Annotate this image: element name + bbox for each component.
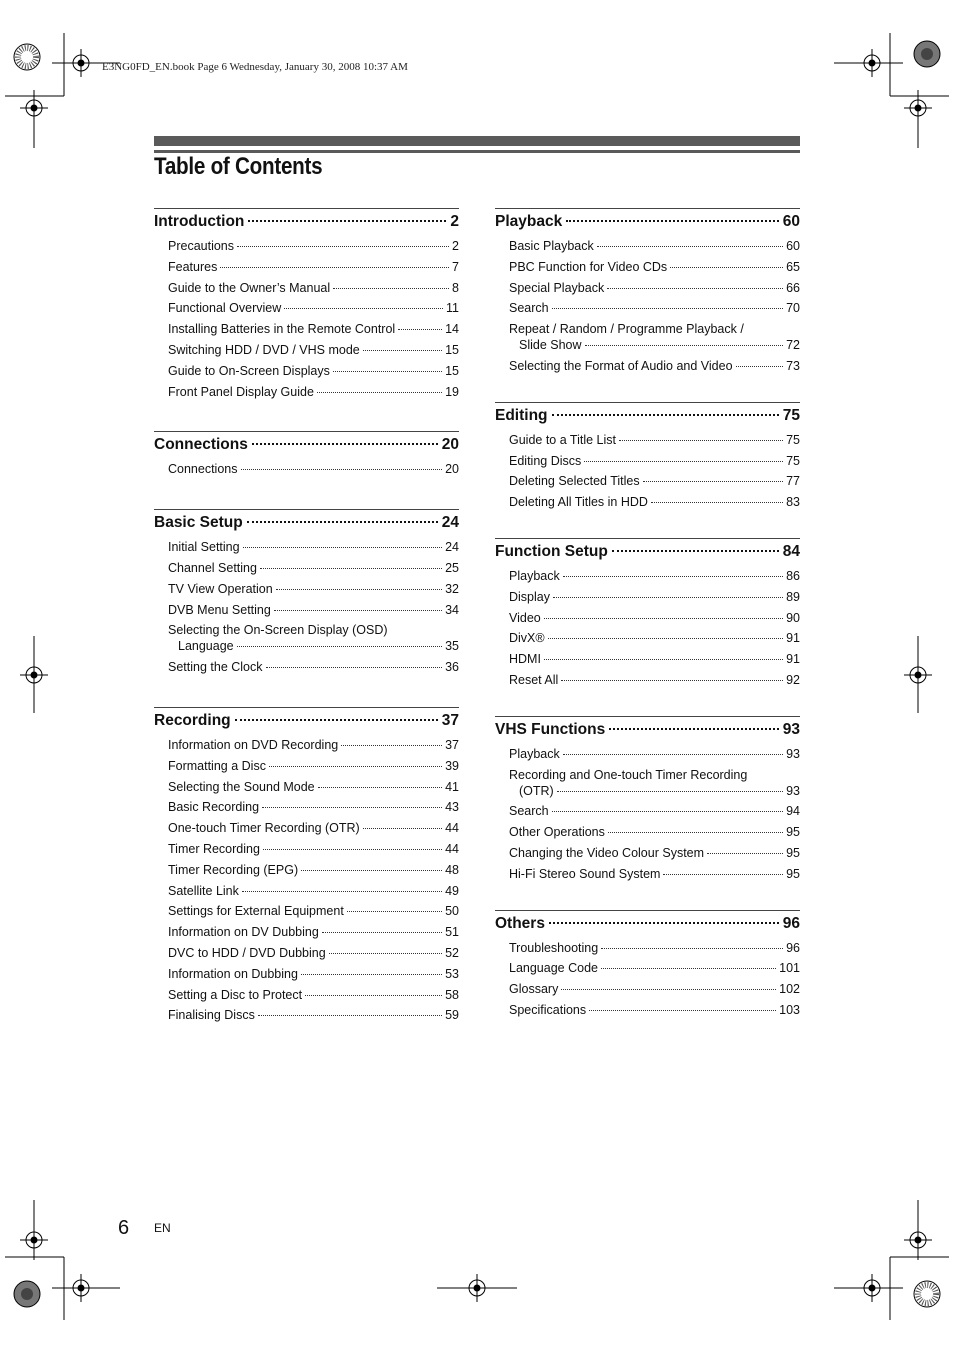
- section-title: Introduction: [154, 213, 245, 230]
- toc-entry[interactable]: [168, 1008, 459, 1029]
- entry-page: 93: [786, 783, 800, 798]
- toc-entry[interactable]: [509, 495, 800, 516]
- entry-page: 89: [786, 589, 800, 604]
- dot-leader: [619, 440, 783, 441]
- dot-leader: [548, 638, 783, 639]
- toc-section: [495, 910, 800, 1024]
- dot-leader: [601, 948, 783, 949]
- toc-entry[interactable]: [168, 884, 459, 905]
- section-page: 24: [441, 514, 459, 532]
- toc-entry[interactable]: [509, 941, 800, 962]
- entry-page: 20: [445, 462, 459, 477]
- entry-title: (OTR): [519, 783, 554, 798]
- entry-page: 95: [786, 866, 800, 881]
- entry-title: Setting the Clock: [168, 660, 263, 675]
- dot-leader: [363, 350, 442, 351]
- entry-title: Guide to a Title List: [509, 432, 617, 447]
- entry-title: Front Panel Display Guide: [168, 384, 314, 399]
- dot-leader: [241, 469, 443, 470]
- toc-entry[interactable]: [168, 759, 459, 780]
- toc-entry-line[interactable]: Repeat / Random / Programme Playback /: [509, 322, 744, 337]
- toc-section: [495, 208, 800, 380]
- dot-leader: [707, 853, 783, 854]
- toc-entry[interactable]: [168, 540, 459, 561]
- entry-page: 95: [786, 825, 800, 840]
- dot-leader: [736, 366, 784, 367]
- dot-leader: [552, 414, 779, 416]
- entry-page: 51: [445, 925, 459, 940]
- entry-page: 48: [445, 862, 459, 877]
- section-page: 84: [782, 542, 800, 560]
- section-page: 37: [441, 711, 459, 729]
- entry-page: 75: [786, 453, 800, 468]
- entry-title: Satellite Link: [168, 883, 239, 898]
- entry-page: 37: [445, 737, 459, 752]
- toc-entry[interactable]: [509, 631, 800, 652]
- entry-page: 44: [445, 821, 459, 836]
- entry-title: Specifications: [509, 1002, 587, 1017]
- entry-page: 25: [445, 560, 459, 575]
- toc-entry[interactable]: [509, 359, 800, 380]
- toc-entry[interactable]: [168, 967, 459, 988]
- dot-leader: [266, 667, 443, 668]
- toc-section: [154, 707, 459, 1029]
- section-title: Others: [495, 914, 545, 932]
- dot-leader: [607, 288, 783, 289]
- toc-entry[interactable]: [168, 904, 459, 925]
- entry-title: DVC to HDD / DVD Dubbing: [168, 945, 326, 960]
- dot-leader: [333, 371, 442, 372]
- toc-entry[interactable]: [509, 239, 800, 260]
- dot-leader: [561, 989, 776, 990]
- toc-entry[interactable]: [168, 364, 459, 385]
- entry-page: 91: [786, 631, 800, 646]
- dot-leader: [544, 618, 783, 619]
- toc-entry[interactable]: [168, 561, 459, 582]
- entry-title: Search: [509, 804, 549, 819]
- dot-leader: [258, 1015, 442, 1016]
- dot-leader: [301, 870, 442, 871]
- entry-page: 92: [786, 672, 800, 687]
- entry-page: 11: [446, 301, 459, 316]
- page-number: 6: [118, 1217, 130, 1239]
- entry-page: 73: [786, 358, 800, 373]
- dot-leader: [341, 745, 442, 746]
- dot-leader: [269, 766, 442, 767]
- entry-title: Basic Recording: [168, 800, 260, 815]
- entry-page: 50: [445, 904, 459, 919]
- dot-leader: [322, 932, 442, 933]
- entry-title: Finalising Discs: [168, 1008, 255, 1023]
- section-heading[interactable]: [154, 213, 459, 239]
- toc-entry[interactable]: [168, 301, 459, 322]
- toc-left-column: [154, 208, 459, 1029]
- toc-section: [495, 538, 800, 694]
- entry-title: Special Playback: [509, 280, 605, 295]
- dot-leader: [248, 220, 446, 222]
- entry-title: Settings for External Equipment: [168, 904, 344, 919]
- toc-entry[interactable]: [168, 842, 459, 863]
- entry-title: Features: [168, 259, 218, 274]
- toc-entry[interactable]: [168, 281, 459, 302]
- dot-leader: [301, 974, 442, 975]
- dot-leader: [552, 811, 783, 812]
- dot-leader: [566, 220, 779, 222]
- section-page: 93: [782, 720, 800, 738]
- section-title: Function Setup: [495, 542, 608, 560]
- toc-entry[interactable]: [168, 863, 459, 884]
- toc-section: [495, 402, 800, 516]
- dot-leader: [220, 267, 449, 268]
- toc-entry[interactable]: [509, 260, 800, 281]
- entry-title: Changing the Video Colour System: [509, 845, 705, 860]
- dot-leader: [557, 791, 783, 792]
- entry-page: 94: [786, 804, 800, 819]
- entry-page: 53: [445, 966, 459, 981]
- dot-leader: [243, 547, 443, 548]
- toc-section: [154, 208, 459, 405]
- toc-entry[interactable]: [178, 639, 459, 660]
- toc-entry-line[interactable]: Recording and One-touch Timer Recording: [509, 767, 748, 782]
- entry-page: 15: [445, 363, 459, 378]
- entry-title: Precautions: [168, 239, 235, 253]
- dot-leader: [317, 392, 442, 393]
- entry-title: Switching HDD / DVD / VHS mode: [168, 342, 360, 357]
- toc-entry[interactable]: [168, 988, 459, 1009]
- section-title: Connections: [154, 436, 248, 454]
- dot-leader: [305, 995, 442, 996]
- dot-leader: [284, 308, 443, 309]
- entry-page: 86: [786, 568, 800, 583]
- toc-entry[interactable]: [519, 784, 800, 805]
- entry-page: 102: [779, 982, 800, 997]
- entry-title: Timer Recording (EPG): [168, 862, 299, 877]
- entry-page: 19: [445, 384, 459, 399]
- dot-leader: [242, 891, 442, 892]
- section-page: 96: [782, 914, 800, 932]
- entry-title: PBC Function for Video CDs: [509, 259, 668, 274]
- section-title: Editing: [495, 406, 548, 424]
- toc-entry[interactable]: [168, 946, 459, 967]
- section-page: 2: [450, 213, 459, 230]
- entry-page: 39: [445, 758, 459, 773]
- dot-leader: [398, 329, 442, 330]
- language-code: EN: [154, 1221, 171, 1235]
- section-title: VHS Functions: [495, 720, 606, 738]
- section-title: Playback: [495, 213, 563, 230]
- toc-entry[interactable]: [509, 454, 800, 475]
- entry-page: 32: [445, 581, 459, 596]
- dot-leader: [553, 597, 783, 598]
- dot-leader: [263, 849, 442, 850]
- entry-page: 7: [452, 259, 459, 274]
- section-heading[interactable]: [154, 436, 459, 462]
- section-heading[interactable]: [495, 543, 800, 569]
- entry-page: 59: [445, 1008, 459, 1023]
- toc-entry[interactable]: [509, 804, 800, 825]
- entry-title: Functional Overview: [168, 301, 282, 316]
- entry-page: 91: [786, 652, 800, 667]
- entry-title: Timer Recording: [168, 841, 260, 856]
- section-page: 75: [782, 406, 800, 424]
- toc-entry[interactable]: [168, 660, 459, 681]
- toc-section: [154, 431, 459, 483]
- dot-leader: [347, 911, 442, 912]
- dot-leader: [549, 922, 779, 924]
- entry-page: 75: [786, 432, 800, 447]
- dot-leader: [601, 968, 776, 969]
- toc-entry[interactable]: [168, 462, 459, 483]
- entry-page: 35: [445, 639, 459, 654]
- entry-title: Search: [509, 301, 549, 316]
- entry-title: HDMI: [509, 652, 541, 667]
- entry-page: 34: [445, 602, 459, 617]
- section-heading[interactable]: [495, 721, 800, 747]
- entry-title: DVB Menu Setting: [168, 602, 271, 617]
- entry-page: 90: [786, 610, 800, 625]
- entry-title: Deleting All Titles in HDD: [509, 495, 648, 510]
- toc-entry[interactable]: [509, 673, 800, 694]
- entry-page: 96: [786, 940, 800, 955]
- entry-title: Language: [178, 639, 234, 654]
- entry-page: 41: [445, 779, 459, 794]
- dot-leader: [584, 461, 783, 462]
- entry-title: Selecting the Sound Mode: [168, 779, 315, 794]
- entry-title: Information on Dubbing: [168, 966, 298, 981]
- dot-leader: [597, 246, 783, 247]
- title-bar-decoration: [154, 136, 800, 146]
- entry-page: 24: [445, 540, 459, 555]
- section-heading[interactable]: [495, 915, 800, 941]
- entry-title: Language Code: [509, 961, 598, 976]
- toc-entry[interactable]: [168, 780, 459, 801]
- page-title: Table of Contents: [154, 153, 323, 180]
- dot-leader: [563, 576, 783, 577]
- entry-page: 43: [445, 800, 459, 815]
- toc-entry[interactable]: [509, 825, 800, 846]
- entry-page: 83: [786, 495, 800, 510]
- section-heading[interactable]: [495, 213, 800, 239]
- dot-leader: [333, 288, 449, 289]
- toc-entry[interactable]: [509, 867, 800, 888]
- dot-leader: [237, 246, 449, 247]
- toc-entry[interactable]: [509, 846, 800, 867]
- toc-entry[interactable]: [168, 343, 459, 364]
- entry-page: 49: [445, 883, 459, 898]
- toc-entry[interactable]: [509, 961, 800, 982]
- section-title: Basic Setup: [154, 514, 243, 532]
- dot-leader: [329, 953, 442, 954]
- entry-title: Guide to On-Screen Displays: [168, 363, 330, 378]
- dot-leader: [252, 443, 438, 445]
- entry-page: 65: [786, 259, 800, 274]
- dot-leader: [544, 659, 783, 660]
- entry-page: 77: [786, 474, 800, 489]
- dot-leader: [612, 550, 779, 552]
- toc-entry[interactable]: [168, 738, 459, 759]
- entry-title: Information on DVD Recording: [168, 737, 339, 752]
- entry-title: Selecting the Format of Audio and Video: [509, 358, 733, 373]
- dot-leader: [237, 646, 442, 647]
- entry-title: Slide Show: [519, 338, 582, 353]
- entry-title: Guide to the Owner’s Manual: [168, 280, 331, 295]
- entry-title: Hi-Fi Stereo Sound System: [509, 866, 661, 881]
- toc-entry[interactable]: [519, 338, 800, 359]
- section-title: Recording: [154, 711, 231, 729]
- entry-title: Channel Setting: [168, 560, 257, 575]
- entry-title: Playback: [509, 746, 560, 761]
- toc-entry[interactable]: [168, 582, 459, 603]
- dot-leader: [561, 680, 783, 681]
- dot-leader: [363, 828, 442, 829]
- toc-entry[interactable]: [509, 433, 800, 454]
- dot-leader: [608, 832, 783, 833]
- toc-entry[interactable]: [168, 821, 459, 842]
- entry-title: Deleting Selected Titles: [509, 474, 640, 489]
- section-page: 20: [441, 436, 459, 454]
- entry-page: 66: [786, 280, 800, 295]
- toc-entry-line[interactable]: Selecting the On-Screen Display (OSD): [168, 623, 388, 638]
- section-heading[interactable]: [495, 407, 800, 433]
- dot-leader: [318, 787, 442, 788]
- dot-leader: [663, 874, 783, 875]
- entry-title: Editing Discs: [509, 453, 582, 468]
- dot-leader: [276, 589, 442, 590]
- entry-title: Initial Setting: [168, 540, 240, 555]
- toc-entry[interactable]: [509, 590, 800, 611]
- toc-entry[interactable]: [509, 652, 800, 673]
- dot-leader: [651, 502, 783, 503]
- toc-entry[interactable]: [168, 322, 459, 343]
- toc-entry[interactable]: [168, 603, 459, 624]
- dot-leader: [563, 754, 783, 755]
- entry-page: 58: [445, 987, 459, 1002]
- entry-page: 15: [445, 342, 459, 357]
- toc-section: [495, 716, 800, 888]
- section-page: 60: [782, 213, 800, 230]
- entry-title: Glossary: [509, 982, 559, 997]
- entry-title: Other Operations: [509, 825, 605, 840]
- section-heading[interactable]: [154, 712, 459, 738]
- toc-section: [154, 509, 459, 681]
- entry-page: 101: [779, 961, 800, 976]
- entry-title: Reset All: [509, 672, 559, 687]
- dot-leader: [643, 481, 783, 482]
- entry-title: Setting a Disc to Protect: [168, 987, 303, 1002]
- toc-entry[interactable]: [509, 747, 800, 768]
- entry-title: Display: [509, 589, 550, 604]
- dot-leader: [670, 267, 783, 268]
- toc-entry[interactable]: [168, 925, 459, 946]
- toc-entry[interactable]: [509, 301, 800, 322]
- entry-title: Formatting a Disc: [168, 758, 266, 773]
- toc-entry[interactable]: [509, 982, 800, 1003]
- entry-title: One-touch Timer Recording (OTR): [168, 821, 360, 836]
- entry-page: 2: [452, 239, 459, 253]
- dot-leader: [247, 521, 438, 523]
- toc-entry[interactable]: [509, 611, 800, 632]
- dot-leader: [235, 719, 438, 721]
- toc-right-column: [495, 208, 800, 1024]
- section-heading[interactable]: [154, 514, 459, 540]
- file-header: E3NG0FD_EN.book Page 6 Wednesday, January 30, 2008 10:37 AM: [102, 61, 408, 73]
- entry-title: Video: [509, 610, 541, 625]
- dot-leader: [585, 345, 784, 346]
- entry-page: 103: [779, 1002, 800, 1017]
- entry-page: 14: [445, 322, 459, 337]
- toc-entry[interactable]: [509, 281, 800, 302]
- dot-leader: [262, 807, 442, 808]
- entry-title: Connections: [168, 462, 238, 477]
- toc-entry[interactable]: [168, 260, 459, 281]
- entry-page: 60: [786, 239, 800, 253]
- entry-page: 36: [445, 660, 459, 675]
- entry-page: 52: [445, 945, 459, 960]
- dot-leader: [552, 308, 783, 309]
- entry-title: Playback: [509, 568, 560, 583]
- entry-page: 93: [786, 746, 800, 761]
- entry-page: 8: [452, 280, 459, 295]
- dot-leader: [260, 568, 442, 569]
- entry-title: TV View Operation: [168, 581, 273, 596]
- entry-page: 70: [786, 301, 800, 316]
- entry-page: 95: [786, 845, 800, 860]
- dot-leader: [274, 610, 442, 611]
- toc-entry[interactable]: [168, 800, 459, 821]
- entry-page: 44: [445, 841, 459, 856]
- toc-entry[interactable]: [509, 1003, 800, 1024]
- entry-title: Basic Playback: [509, 239, 594, 253]
- toc-entry[interactable]: [509, 474, 800, 495]
- dot-leader: [589, 1010, 776, 1011]
- entry-title: Information on DV Dubbing: [168, 925, 319, 940]
- entry-title: Installing Batteries in the Remote Control: [168, 322, 396, 337]
- entry-title: DivX®: [509, 631, 545, 646]
- toc-entry[interactable]: [168, 239, 459, 260]
- entry-title: Troubleshooting: [509, 940, 599, 955]
- entry-page: 72: [786, 338, 800, 353]
- dot-leader: [609, 728, 779, 730]
- toc-entry[interactable]: [509, 569, 800, 590]
- toc-entry[interactable]: [168, 385, 459, 406]
